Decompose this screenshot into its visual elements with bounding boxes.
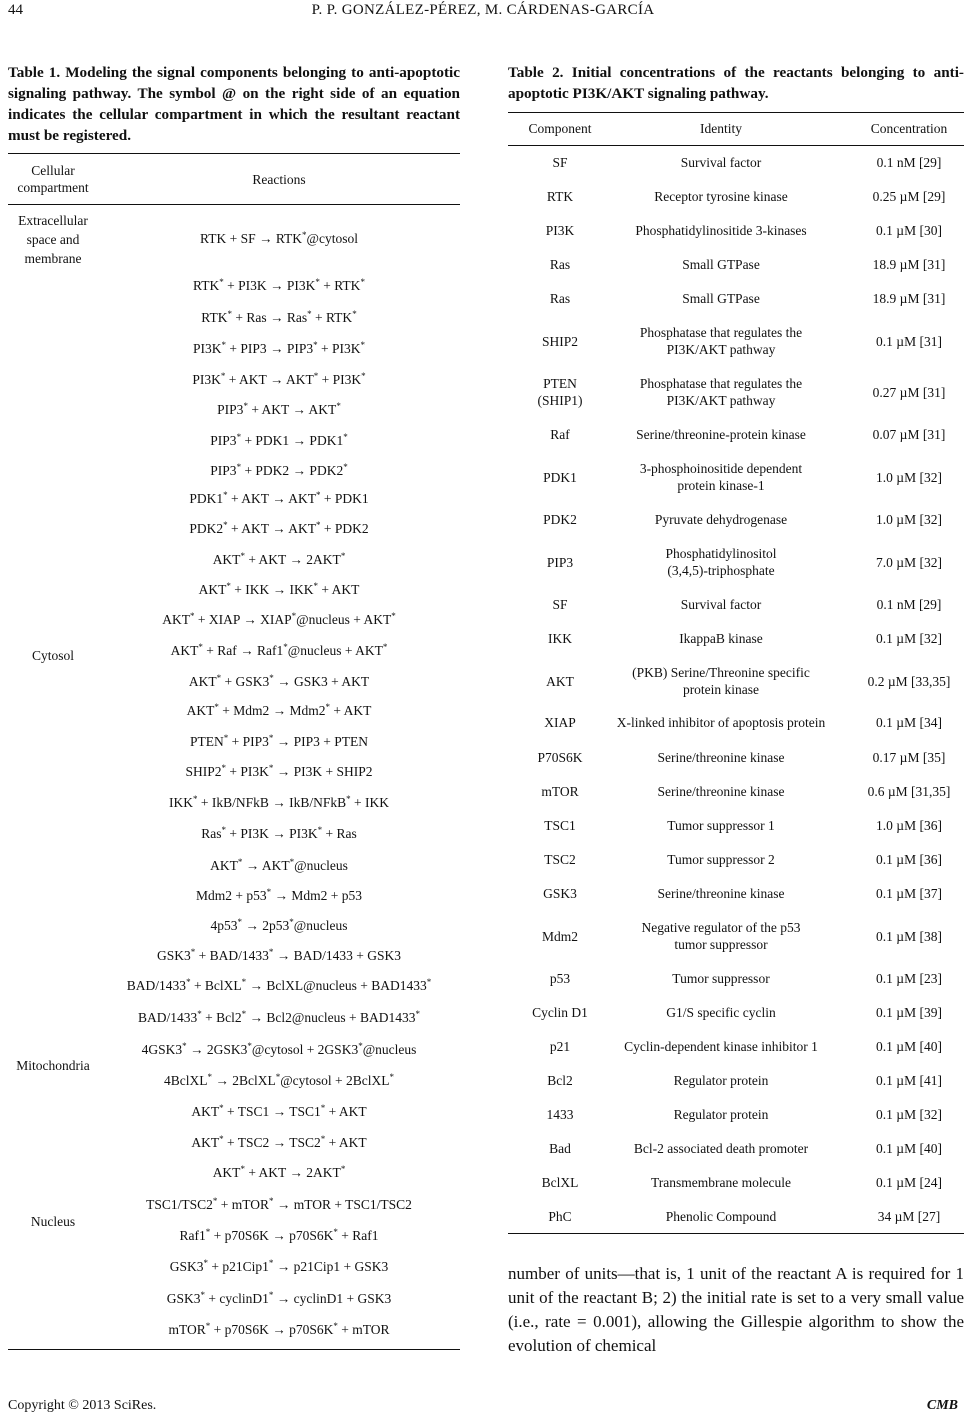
table2-component: 1433 bbox=[546, 1106, 574, 1122]
table1-reaction: PI3K* + PIP3 → PIP3* + PI3K* bbox=[192, 340, 366, 356]
table2-concentration: 0.1 µM [31] bbox=[876, 333, 942, 349]
table2-concentration: 0.17 µM [35] bbox=[872, 749, 946, 765]
table1-reaction: GSK3* + cyclinD1* → cyclinD1 + GSK3 bbox=[166, 1290, 392, 1306]
table2-concentration: 0.1 nM [29] bbox=[876, 596, 942, 612]
table2-header-cell: Concentration bbox=[870, 121, 948, 136]
table2-concentration: 0.27 µM [31] bbox=[872, 384, 946, 400]
table1-compartment: Mitochondria bbox=[16, 1058, 90, 1073]
table2-identity: Serine/threonine kinase bbox=[657, 783, 785, 799]
table2-concentration: 18.9 µM [31] bbox=[872, 256, 946, 272]
table2-component: TSC2 bbox=[544, 851, 576, 867]
table2-identity: Phosphatidylinositol (3,4,5)-triphosphate bbox=[665, 546, 777, 578]
table2-identity: Tumor suppressor bbox=[672, 970, 770, 986]
table2-top-rule bbox=[508, 112, 964, 113]
table2-component: Cyclin D1 bbox=[532, 1004, 588, 1020]
table1-reaction: RTK* + PI3K → PI3K* + RTK* bbox=[193, 277, 365, 293]
table1-reaction: PDK1* + AKT → AKT* + PDK1 bbox=[189, 490, 369, 506]
table1-reaction: AKT* + AKT → 2AKT* bbox=[212, 551, 346, 567]
table1-reaction: SHIP2* + PI3K* → PI3K + SHIP2 bbox=[185, 763, 373, 779]
table1-reaction: 4BclXL* → 2BclXL*@cytosol + 2BclXL* bbox=[163, 1072, 395, 1088]
table1-header-compartment: Cellular compartment bbox=[17, 163, 89, 195]
table1-reaction: PIP3* + PDK2 → PDK2* bbox=[210, 462, 348, 478]
table1-compartment: Extracellular space and membrane bbox=[18, 213, 88, 266]
table2-concentration: 0.1 µM [40] bbox=[876, 1038, 942, 1054]
table2-component: BclXL bbox=[541, 1174, 579, 1190]
table2-component: PTEN (SHIP1) bbox=[537, 376, 583, 408]
table1-reaction: AKT* + Raf → Raf1*@nucleus + AKT* bbox=[170, 642, 388, 658]
table2-component: GSK3 bbox=[543, 885, 577, 901]
table2-concentration: 0.1 µM [23] bbox=[876, 970, 942, 986]
table2-component: SF bbox=[552, 154, 568, 170]
table2-header-cell: Identity bbox=[700, 121, 742, 136]
table2-concentration: 0.1 µM [37] bbox=[876, 885, 942, 901]
table2-component: P70S6K bbox=[537, 749, 583, 765]
table2-component: p21 bbox=[549, 1038, 571, 1054]
table1-top-rule bbox=[8, 153, 460, 154]
table1-reaction: Mdm2 + p53* → Mdm2 + p53 bbox=[196, 887, 362, 903]
table2-concentration: 34 µM [27] bbox=[877, 1208, 941, 1224]
table1-reaction: IKK* + IkB/NFkB → IkB/NFkB* + IKK bbox=[169, 794, 389, 810]
table1-reaction: AKT* + AKT → 2AKT* bbox=[212, 1164, 346, 1180]
table1-bottom-rule bbox=[8, 1349, 460, 1350]
table2-concentration: 18.9 µM [31] bbox=[872, 290, 946, 306]
table1-reaction: RTK + SF → RTK*@cytosol bbox=[200, 230, 358, 246]
page-number: 44 bbox=[8, 2, 23, 18]
table2-component: RTK bbox=[546, 188, 574, 204]
table1-reaction: TSC1/TSC2* + mTOR* → mTOR + TSC1/TSC2 bbox=[146, 1196, 412, 1212]
table1-compartment: Cytosol bbox=[31, 648, 74, 663]
table2-component: SF bbox=[552, 596, 568, 612]
table1-reaction: RTK* + Ras → Ras* + RTK* bbox=[201, 309, 357, 325]
table2-identity: Serine/threonine kinase bbox=[657, 749, 785, 765]
table1-reaction: Raf1* + p70S6K → p70S6K* + Raf1 bbox=[179, 1227, 379, 1243]
table2-component: Bad bbox=[549, 1140, 571, 1156]
table2-component: Mdm2 bbox=[541, 928, 578, 944]
table2-concentration: 1.0 µM [32] bbox=[876, 511, 942, 527]
table2-concentration: 0.1 µM [32] bbox=[876, 630, 942, 646]
table2-component: SHIP2 bbox=[541, 333, 578, 349]
table2-concentration: 0.1 µM [36] bbox=[876, 851, 942, 867]
table2-component: PhC bbox=[548, 1208, 572, 1224]
table1-reaction: BAD/1433* + BclXL* → BclXL@nucleus + BAD1433* bbox=[126, 977, 432, 993]
table1-reaction: GSK3* + p21Cip1* → p21Cip1 + GSK3 bbox=[169, 1258, 389, 1274]
table2-concentration: 0.1 µM [32] bbox=[876, 1106, 942, 1122]
table1-compartment: Nucleus bbox=[30, 1214, 76, 1229]
table2-concentration: 0.1 µM [34] bbox=[876, 714, 942, 730]
table2-identity: Regulator protein bbox=[673, 1072, 769, 1088]
table1-reaction: AKT* + TSC1 → TSC1* + AKT bbox=[191, 1103, 367, 1119]
table2-identity: Serine/threonine kinase bbox=[657, 885, 785, 901]
table2-component: AKT bbox=[546, 673, 574, 689]
table2-identity: Pyruvate dehydrogenase bbox=[654, 511, 788, 527]
table1-reaction: BAD/1433* + Bcl2* → Bcl2@nucleus + BAD1433* bbox=[138, 1009, 420, 1025]
table2-identity: Bcl-2 associated death promoter bbox=[633, 1140, 809, 1156]
table2-component: Raf bbox=[550, 426, 570, 442]
table2-identity: G1/S specific cyclin bbox=[666, 1004, 776, 1020]
table2-concentration: 0.1 µM [41] bbox=[876, 1072, 942, 1088]
table1-reaction: AKT* → AKT*@nucleus bbox=[210, 857, 348, 873]
table1-reaction: 4p53* → 2p53*@nucleus bbox=[210, 917, 348, 933]
table2-identity: X-linked inhibitor of apoptosis protein bbox=[616, 714, 826, 730]
table2-identity: Regulator protein bbox=[673, 1106, 769, 1122]
table2-identity: Small GTPase bbox=[682, 256, 760, 272]
table2-component: PDK2 bbox=[543, 511, 577, 527]
table2-header-rule bbox=[508, 145, 964, 146]
table2-identity: Survival factor bbox=[680, 154, 762, 170]
table1-reaction: AKT* + IKK → IKK* + AKT bbox=[198, 581, 360, 597]
table2-identity: (PKB) Serine/Threonine specific protein kinase bbox=[632, 665, 810, 697]
table1-reaction: mTOR* + p70S6K → p70S6K* + mTOR bbox=[168, 1321, 390, 1337]
table2-identity: Phosphatidylinositide 3-kinases bbox=[635, 222, 807, 238]
table1-reaction: Ras* + PI3K → PI3K* + Ras bbox=[201, 825, 357, 841]
table2-concentration: 0.1 µM [39] bbox=[876, 1004, 942, 1020]
table2-component: mTOR bbox=[541, 783, 579, 799]
table2-bottom-rule bbox=[508, 1233, 964, 1234]
table2-component: Ras bbox=[549, 256, 571, 272]
table2-identity: Negative regulator of the p53 tumor suppressor bbox=[641, 920, 801, 952]
table2-identity: Phosphatase that regulates the PI3K/AKT pathway bbox=[639, 325, 803, 357]
table1-reaction: PIP3* + AKT → AKT* bbox=[217, 401, 341, 417]
table2-concentration: 0.1 µM [24] bbox=[876, 1174, 942, 1190]
table2-concentration: 0.1 µM [40] bbox=[876, 1140, 942, 1156]
table2-component: XIAP bbox=[544, 714, 576, 730]
table2-identity: 3-phosphoinositide dependent protein kinase-1 bbox=[639, 461, 803, 493]
table2-concentration: 7.0 µM [32] bbox=[876, 554, 942, 570]
table2-header-cell: Component bbox=[528, 121, 592, 136]
table2-component: p53 bbox=[549, 970, 571, 986]
table2-concentration: 0.1 µM [38] bbox=[876, 928, 942, 944]
table2-component: TSC1 bbox=[544, 817, 576, 833]
table1-header-rule bbox=[8, 204, 460, 205]
table2-caption: Table 2. Initial concentrations of the reactants belonging to anti-apoptotic PI3K/AKT signaling pathway. bbox=[508, 64, 964, 102]
table2-identity: Tumor suppressor 1 bbox=[667, 817, 775, 833]
table2-identity: Cyclin-dependent kinase inhibitor 1 bbox=[624, 1038, 818, 1054]
table2-concentration: 1.0 µM [32] bbox=[876, 469, 942, 485]
table1-reaction: AKT* + GSK3* → GSK3 + AKT bbox=[188, 673, 370, 689]
table2-identity: Transmembrane molecule bbox=[650, 1174, 792, 1190]
table1-reaction: AKT* + Mdm2 → Mdm2* + AKT bbox=[186, 702, 372, 718]
table1-reaction: PI3K* + AKT → AKT* + PI3K* bbox=[192, 371, 366, 387]
footer-copyright: Copyright © 2013 SciRes. bbox=[8, 1398, 157, 1413]
table1-reaction: 4GSK3* → 2GSK3*@cytosol + 2GSK3*@nucleus bbox=[141, 1041, 417, 1057]
table2-component: PDK1 bbox=[543, 469, 577, 485]
table2-concentration: 0.07 µM [31] bbox=[872, 426, 946, 442]
table2-concentration: 1.0 µM [36] bbox=[876, 817, 942, 833]
table1-reaction: AKT* + XIAP → XIAP*@nucleus + AKT* bbox=[162, 611, 396, 627]
table2-component: IKK bbox=[548, 630, 572, 646]
table1-reaction: PTEN* + PIP3* → PIP3 + PTEN bbox=[189, 733, 369, 749]
table2-identity: Receptor tyrosine kinase bbox=[654, 188, 788, 204]
body-paragraph: number of units—that is, 1 unit of the reactant A is required for 1 unit of the reactant B; 2) the initial rate is set to a very small value (i.e., rate = 0.001), allowing the Gillespie algorithm to show the evolution of chemical bbox=[508, 1264, 964, 1355]
table2-component: Bcl2 bbox=[547, 1072, 573, 1088]
table1-reaction: PIP3* + PDK1 → PDK1* bbox=[210, 432, 348, 448]
table2-concentration: 0.1 µM [30] bbox=[876, 222, 942, 238]
table2-identity: Phosphatase that regulates the PI3K/AKT pathway bbox=[639, 376, 803, 408]
footer-journal: CMB bbox=[926, 1398, 958, 1413]
table2-concentration: 0.2 µM [33,35] bbox=[867, 673, 951, 689]
running-header-authors: P. P. GONZÁLEZ-PÉREZ, M. CÁRDENAS-GARCÍA bbox=[311, 2, 655, 18]
table2-component: PI3K bbox=[545, 222, 575, 238]
table1-caption: Table 1. Modeling the signal components belonging to anti-apoptotic signaling pathway. The symbol @ on the right side of an equation indicates the cellular compartment in which the resultant reactant must be registered. bbox=[8, 64, 460, 144]
table2-identity: Small GTPase bbox=[682, 290, 760, 306]
table2-identity: Serine/threonine-protein kinase bbox=[636, 426, 806, 442]
table2-identity: Survival factor bbox=[680, 596, 762, 612]
table1-reaction: PDK2* + AKT → AKT* + PDK2 bbox=[189, 520, 369, 536]
table1-reaction: AKT* + TSC2 → TSC2* + AKT bbox=[191, 1134, 367, 1150]
table2-identity: Tumor suppressor 2 bbox=[667, 851, 775, 867]
table2-component: PIP3 bbox=[546, 554, 574, 570]
table2-component: Ras bbox=[549, 290, 571, 306]
table2-concentration: 0.1 nM [29] bbox=[876, 154, 942, 170]
table2-concentration: 0.25 µM [29] bbox=[872, 188, 946, 204]
table2-identity: IkappaB kinase bbox=[679, 630, 763, 646]
table2-identity: Phenolic Compound bbox=[665, 1208, 777, 1224]
table1-header-reactions: Reactions bbox=[252, 172, 306, 187]
table2-concentration: 0.6 µM [31,35] bbox=[867, 783, 951, 799]
table1-reaction: GSK3* + BAD/1433* → BAD/1433 + GSK3 bbox=[156, 947, 401, 963]
